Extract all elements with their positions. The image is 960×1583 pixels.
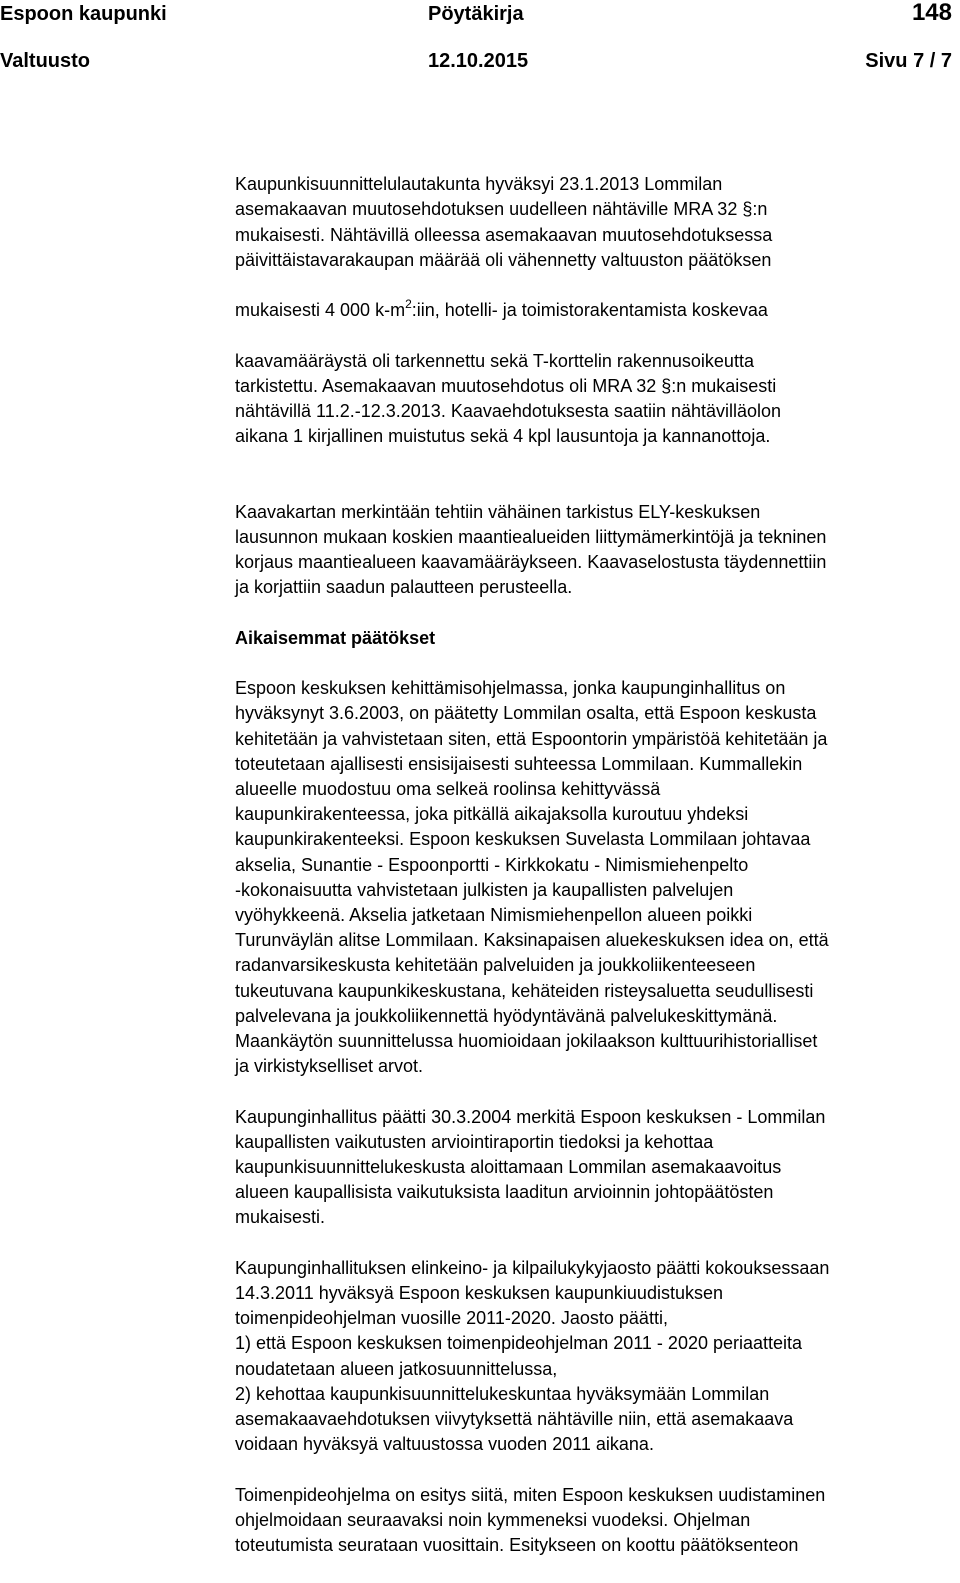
paragraph-1-line-with-superscript (235, 298, 960, 323)
paragraph-1-line: aikana 1 kirjallinen muistutus sekä 4 kpl lausuntoja ja kannanottoja. (235, 426, 771, 447)
paragraphs-after-heading (235, 676, 960, 1558)
page-number: 148 (911, 0, 952, 26)
paragraph-5-line: toimenpideohjelman vuosille 2011-2020. Jaosto päätti, (235, 1308, 668, 1329)
paragraph-1-line: tarkistettu. Asemakaavan muutosehdotus oli MRA 32 §:n mukaisesti (235, 375, 777, 396)
paragraph-6 (235, 1483, 960, 1559)
paragraph-1-line: nähtävillä 11.2.-12.3.2013. Kaavaehdotuksesta saatiin nähtävilläolon (235, 401, 782, 422)
document-type: Pöytäkirja (428, 3, 524, 25)
paragraph-1-line: asemakaavan muutosehdotuksen uudelleen nähtäville MRA 32 §:n (235, 199, 768, 220)
paragraph-3-line: radanvarsikeskusta kehitetään palveluiden ja joukkoliikenteeseen (235, 955, 756, 976)
paragraph-3-line: Espoon keskuksen kehittämisohjelmassa, jonka kaupunginhallitus on (235, 678, 786, 699)
paragraph-1-line: mukaisesti. Nähtävillä olleessa asemakaavan muutosehdotuksessa (235, 224, 773, 245)
paragraph-3-line: kaupunkirakenteeksi. Espoon keskuksen Suvelasta Lommilaan johtavaa (235, 829, 811, 850)
paragraph-6-line: Toimenpideohjelma on esitys siitä, miten Espoon keskuksen uudistaminen (235, 1484, 826, 1505)
paragraph-3-line: palvelevana ja joukkoliikennettä hyödyntävänä palvelukeskittymänä. (235, 1005, 778, 1026)
paragraph-3-line: kehitetään ja vahvistetaan siten, että Espoontorin ympäristöä kehitetään ja (235, 728, 828, 749)
paragraph-3-line: toteutetaan ajallisesti ensisijaisesti suhteessa Lommilaan. Kummallekin (235, 753, 803, 774)
paragraph-6-line: toteutumista seurataan vuosittain. Esitykseen on koottu päätöksenteon (235, 1535, 799, 1556)
paragraph-5-line: 14.3.2011 hyväksyä Espoon keskuksen kaupunkiuudistuksen (235, 1283, 723, 1304)
paragraph-5-line: voidaan hyväksyä valtuustossa vuoden 2011 aikana. (235, 1434, 654, 1455)
paragraph-3-line: hyväksynyt 3.6.2003, on päätetty Lommilan osalta, että Espoon keskusta (235, 703, 817, 724)
document-header-row (0, 2, 960, 30)
paragraph-5-line: 1) että Espoon keskuksen toimenpideohjelman 2011 - 2020 periaatteita (235, 1333, 803, 1354)
paragraph-4-line: alueen kaupallisista vaikutuksista laaditun arvioinnin johtopäätösten (235, 1182, 774, 1203)
paragraph-1 (235, 147, 960, 475)
paragraph-2-line: korjaus maantiealueen kaavamääräykseen. Kaavaselostusta täydennettiin (235, 552, 827, 573)
paragraph-3-line: kaupunkirakenteessa, joka pitkällä aikajaksolla kuroutuu yhdeksi (235, 804, 749, 825)
sup-line-after: :iin, hotelli- ja toimistorakentamista koskevaa (411, 300, 768, 321)
paragraph-3-line: vyöhykkeenä. Akselia jatketaan Nimismiehenpellon alueen poikki (235, 905, 753, 926)
page-indicator: Sivu 7 / 7 (865, 50, 952, 72)
paragraph-1-line: Kaupunkisuunnittelulautakunta hyväksyi 23.1.2013 Lommilan (235, 174, 723, 195)
paragraph-1-line: päivittäistavarakaupan määrää oli vähennetty valtuuston päätöksen (235, 249, 772, 270)
governing-body: Valtuusto (0, 50, 91, 72)
paragraph-5 (235, 1256, 960, 1458)
meeting-date: 12.10.2015 (428, 50, 529, 72)
sup-line-before: mukaisesti 4 000 k-m (235, 300, 406, 321)
paragraph-4-line: mukaisesti. (235, 1207, 326, 1228)
paragraph-5-line: 2) kehottaa kaupunkisuunnittelukeskuntaa hyväksymään Lommilan (235, 1383, 770, 1404)
paragraph-3 (235, 676, 960, 1079)
document-body (235, 147, 960, 1583)
paragraph-1-line: kaavamääräystä oli tarkennettu sekä T-korttelin rakennusoikeutta (235, 350, 754, 371)
paragraph-2 (235, 500, 960, 601)
paragraph-1-lines-b (235, 349, 960, 450)
paragraph-4-line: kaupunkisuunnittelukeskusta aloittamaan Lommilan asemakaavoitus (235, 1157, 782, 1178)
paragraph-4-line: Kaupunginhallitus päätti 30.3.2004 merkitä Espoon keskuksen - Lommilan (235, 1106, 826, 1127)
paragraph-3-line: ja virkistykselliset arvot. (235, 1056, 424, 1077)
paragraph-4 (235, 1105, 960, 1231)
paragraph-3-line: Turunväylän alitse Lommilaan. Kaksinapaisen aluekeskuksen idea on, että (235, 930, 829, 951)
paragraph-2-line: ja korjattiin saadun palautteen perusteella. (235, 577, 573, 598)
paragraph-2-line: lausunnon mukaan koskien maantiealueiden liittymämerkintöjä ja tekninen (235, 527, 827, 548)
organization-name: Espoon kaupunki (0, 3, 167, 25)
superscript-2: 2 (405, 297, 412, 312)
paragraph-5-line: Kaupunginhallituksen elinkeino- ja kilpailukykyjaosto päätti kokouksessaan (235, 1257, 830, 1278)
paragraph-5-line: asemakaavaehdotuksen viivytyksettä nähtäville niin, että asemakaava (235, 1409, 794, 1430)
paragraph-3-line: Maankäytön suunnittelussa huomioidaan jokilaakson kulttuurihistorialliset (235, 1031, 818, 1052)
document-subheader-row (0, 49, 960, 77)
paragraph-2-line: Kaavakartan merkintään tehtiin vähäinen tarkistus ELY-keskuksen (235, 501, 761, 522)
section-heading: Aikaisemmat päätökset (235, 627, 436, 648)
paragraph-6-line: ohjelmoidaan seuraavaksi noin kymmeneksi vuodeksi. Ohjelman (235, 1509, 751, 1530)
paragraph-1-lines-a (235, 172, 960, 273)
paragraph-3-line: akselia, Sunantie - Espoonportti - Kirkkokatu - Nimismiehenpelto (235, 854, 749, 875)
paragraph-3-line: -kokonaisuutta vahvistetaan julkisten ja kaupallisten palvelujen (235, 879, 734, 900)
paragraph-3-line: tukeutuvana kaupunkikeskustana, kehäteiden risteysaluetta seudullisesti (235, 980, 814, 1001)
paragraph-4-line: kaupallisten vaikutusten arviointiraportin tiedoksi ja kehottaa (235, 1131, 714, 1152)
paragraph-3-line: alueelle muodostuu oma selkeä roolinsa kehittyvässä (235, 779, 661, 800)
paragraph-5-line: noudatetaan alueen jatkosuunnittelussa, (235, 1358, 558, 1379)
